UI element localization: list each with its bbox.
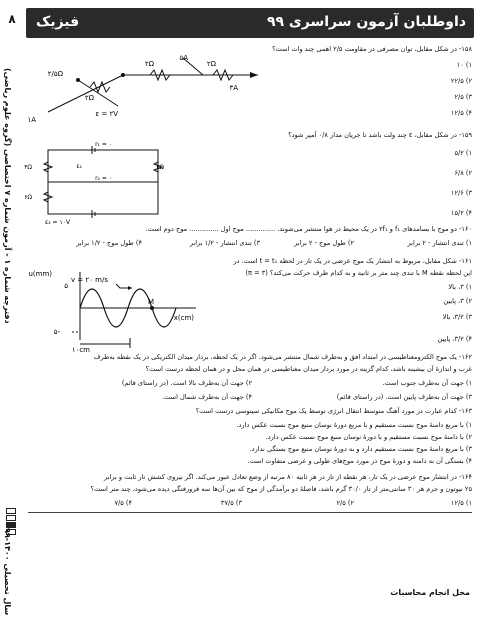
subject-title: فیزیک xyxy=(36,14,80,30)
q158-option-4[interactable]: ۴) ۱۲/۵ xyxy=(450,109,472,117)
q161-namp: -۵ xyxy=(53,328,60,336)
q158-label-g: ε = ۲V xyxy=(95,110,118,118)
box xyxy=(6,508,16,514)
box xyxy=(6,515,16,521)
q158-label-e: ۳A xyxy=(229,84,238,92)
q163-option-4[interactable]: ۴) بستگی آن به دامنه و دورهٔ موج در مورد موج‌های طولی و عرضی متفاوت است. xyxy=(247,457,472,465)
q158-label-a: ۵A xyxy=(179,54,188,62)
school-year: سال تحصیلی ۱۴۰۰-۹۹ xyxy=(3,528,12,616)
q159-label-r2: r₂ = ۰ xyxy=(95,175,112,182)
q164-option-3[interactable]: ۳) ۳۷/۵ xyxy=(220,499,242,507)
q158-circuit xyxy=(28,50,268,130)
q161-xlabel: x(cm) xyxy=(173,314,194,322)
q158-label-b: ۲Ω xyxy=(144,60,154,68)
q161-len: ۱۰cm xyxy=(71,346,90,354)
question-160: ۱۶۰- دو موج با بسامدهای f₁ و ۲f₁ در یک محیط در هوا منتشر می‌شوند. .............. موج اول .............. موج دوم است. xyxy=(145,225,472,233)
q160-option-4[interactable]: ۴) طول موج - ۱/۲ برابر xyxy=(76,239,142,247)
q159-option-3[interactable]: ۳) ۱۲/۶ xyxy=(450,189,472,197)
scratch-area xyxy=(26,584,474,606)
booklet-label: دفترچه شماره ۱ - آزمون شماره ۷ اختصاصی (گروه علوم ریاضی) xyxy=(3,68,12,324)
question-163: ۱۶۳- کدام عبارت در مورد آهنگ متوسط انتقال انرژی توسط یک موج مکانیکی سینوسی درست است؟ xyxy=(195,407,472,415)
q159-option-2[interactable]: ۲) ۶/۸ xyxy=(454,169,472,177)
q161-option-3[interactable]: ۳) ۳/۲، بالا xyxy=(442,313,472,321)
q159-label-e2: ε₂ = ۱۰V xyxy=(44,219,70,226)
q161-amp: ۵ xyxy=(64,282,68,290)
q162-option-2[interactable]: ۲) جهت آن به‌طرف بالا است. (در راستای قائم) xyxy=(121,379,252,387)
q159-label-R2: ۳Ω xyxy=(156,164,164,171)
q159-label-R1: ۴Ω xyxy=(24,164,32,171)
q164-option-1[interactable]: ۱) ۱۲/۵ xyxy=(450,499,472,507)
q158-option-3[interactable]: ۳) ۲/۵ xyxy=(454,93,472,101)
question-161-line1: ۱۶۱- شکل مقابل، مربوط به انتشار یک موج عرضی در یک تار در لحظه t = t₁ است. در xyxy=(233,257,472,265)
q158-option-1[interactable]: ۱) ۱۰ xyxy=(456,61,472,69)
question-164-line2: ۲۵ نیوتون و جرم هر ۳۰ سانتی‌متر از تار ۳۰/۰ گرم باشد، فاصلهٔ دو برآمدگی از موج که بین آن‌ها سه فرورفتگی دیده می‌شود، چند متر است؟ xyxy=(90,485,472,493)
q159-label-e1: ε₁ xyxy=(76,163,82,170)
page-header xyxy=(26,8,474,38)
exam-title: داوطلبان آزمون سراسری ۹۹ xyxy=(266,14,466,30)
q160-option-1[interactable]: ۱) تندی انتشار - ۲ برابر xyxy=(407,239,472,247)
q161-wave-graph xyxy=(28,266,218,352)
q159-label-R3: ۶Ω xyxy=(24,194,32,201)
question-162-line1: ۱۶۲- یک موج الکترومغناطیسی در امتداد افق و به‌طرف شمال منتشر می‌شود. اگر در یک لحظه، بردار میدان الکتریکی در یک نقطه به‌طرف xyxy=(93,353,472,361)
question-162-line2: غرب و اندازهٔ آن بیشینه باشد، کدام گزینه در مورد بردار میدان مغناطیسی در همان محل و در همان لحظه درست است؟ xyxy=(145,365,472,373)
question-161-line2: این لحظه نقطه M با تندی چند متر بر ثانیه و به کدام طرف حرکت می‌کند؟ (π = ۳) xyxy=(245,269,472,277)
side-strip xyxy=(0,8,24,616)
q161-option-2[interactable]: ۲) ۳، پایین xyxy=(443,297,472,305)
q159-option-4[interactable]: ۴) ۱۵/۲ xyxy=(450,209,472,217)
q159-circuit xyxy=(24,138,180,226)
q158-label-r1: ۲/۵Ω xyxy=(47,70,63,78)
q163-option-2[interactable]: ۲) با دامنهٔ موج نسبت مستقیم و با دورهٔ نوسان منبع موج نسبت عکس دارد. xyxy=(265,433,472,441)
q158-label-f: ۱A xyxy=(27,116,36,124)
q161-option-1[interactable]: ۱) ۳، بالا xyxy=(448,283,472,291)
q161-ylabel: u(mm) xyxy=(28,270,52,278)
page-number: ۸ xyxy=(8,12,16,26)
q160-option-2[interactable]: ۲) طول موج - ۲ برابر xyxy=(294,239,354,247)
q158-option-2[interactable]: ۲) ۲۲/۵ xyxy=(450,77,472,85)
q159-label-r1: r₁ = ۰ xyxy=(95,141,112,148)
q163-option-3[interactable]: ۳) با مربع دامنهٔ موج نسبت مستقیم دارد و به دورهٔ نوسان منبع موج بستگی ندارد. xyxy=(249,445,472,453)
q163-option-1[interactable]: ۱) با مربع دامنهٔ موج نسبت مستقیم و با مربع دورهٔ نوسان منبع موج نسبت عکس دارد. xyxy=(236,421,472,429)
q158-label-c: ۲Ω xyxy=(206,60,216,68)
question-158: ۱۵۸- در شکل مقابل، توان مصرفی در مقاومت ۲/۵ اهمی چند وات است؟ xyxy=(272,45,472,53)
question-164-line1: ۱۶۴- در انتشار موج عرضی در یک تار، هر نقطه از تار در هر ثانیه ۸۰ مرتبه از وضع تعادل عبور می‌کند. اگر نیروی کشش تار ثابت و برابر xyxy=(103,473,472,481)
q162-option-1[interactable]: ۱) جهت آن به‌طرف جنوب است. xyxy=(382,379,472,387)
q161-option-4[interactable]: ۴) ۳/۲، پایین xyxy=(437,335,472,343)
q162-option-3[interactable]: ۳) جهت آن به‌طرف پایین است. (در راستای قائم) xyxy=(336,393,472,401)
q164-option-2[interactable]: ۲) ۲/۵ xyxy=(336,499,354,507)
q164-option-4[interactable]: ۴) ۷/۵ xyxy=(114,499,132,507)
section-divider xyxy=(28,512,472,513)
q160-option-3[interactable]: ۳) تندی انتشار - ۱/۲ برابر xyxy=(189,239,260,247)
q161-speed: v = ۲۰ m/s xyxy=(70,276,108,284)
q162-option-4[interactable]: ۴) جهت آن به‌طرف شمال است. xyxy=(161,393,252,401)
q161-point: M xyxy=(147,298,154,306)
scratch-area-label: محل انجام محاسبات xyxy=(390,588,470,597)
q159-option-1[interactable]: ۱) ۵/۲ xyxy=(454,149,472,157)
question-159: ۱۵۹- در شکل مقابل، ε چند ولت باشد تا جریان مدار ۰/۸ آمپر شود؟ xyxy=(288,131,472,139)
q158-label-d: ۲Ω xyxy=(84,94,94,102)
